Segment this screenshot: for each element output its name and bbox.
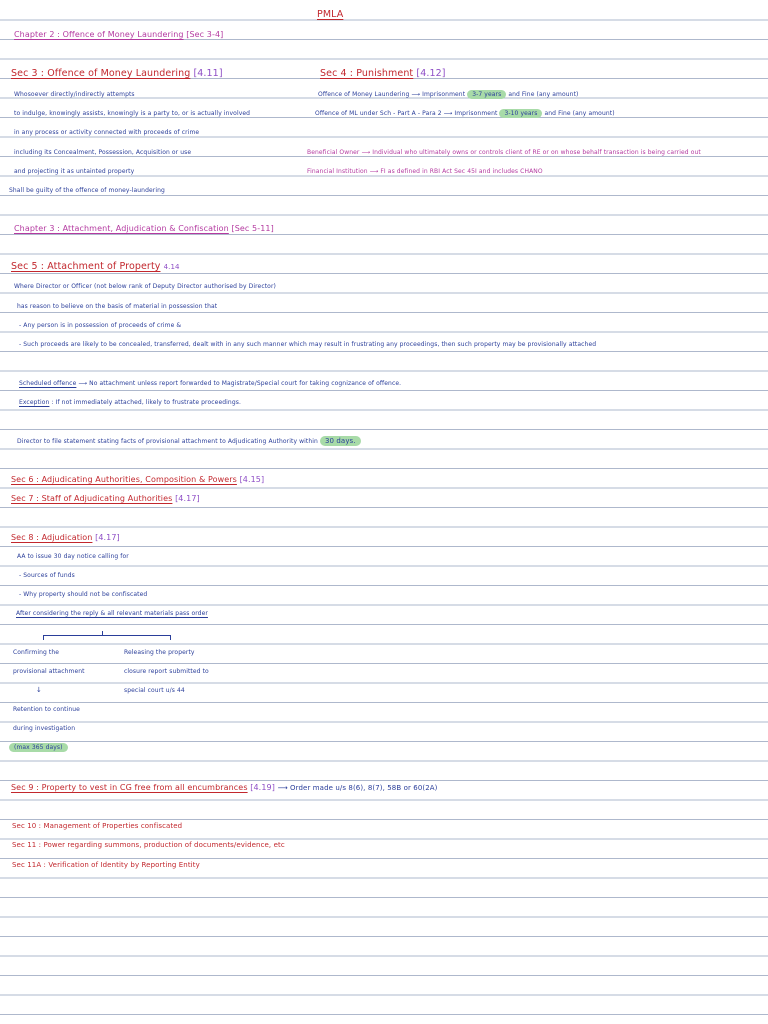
sec10-heading: Sec 10 : Management of Properties confiscated: [12, 822, 183, 830]
sec5-ref: 4.14: [163, 263, 180, 271]
sec3-line: Shall be guilty of the offence of money-laundering: [9, 187, 165, 194]
right-branch-line: Releasing the property: [124, 649, 195, 656]
sec7-ref: [4.17]: [175, 494, 200, 503]
scheduled-offence-text: ⟶ No attachment unless report forwarded to Magistrate/Special court for taking cognizance of offence.: [78, 380, 402, 387]
chapter-3-ref: [Sec 5-11]: [231, 224, 274, 233]
sec8-line: AA to issue 30 day notice calling for: [17, 553, 129, 560]
left-branch-line: [9, 744, 68, 751]
director-30-days-highlight: 30 days.: [320, 436, 361, 446]
sec4-heading: [320, 68, 446, 79]
sec3-title: Sec 3 : Offence of Money Laundering: [11, 68, 191, 79]
scheduled-offence-note: [19, 380, 401, 387]
sec5-line: has reason to believe on the basis of material in possession that: [17, 303, 218, 310]
sec3-ref: [4.11]: [193, 68, 223, 79]
financial-institution-definition: Financial Institution ⟶ FI as defined in RBI Act Sec 45I and includes CHANO: [307, 168, 543, 175]
sec4-row2-highlight: 3-10 years: [499, 109, 542, 118]
sec6-heading: [11, 475, 264, 484]
branch-connector: [43, 635, 171, 636]
sec4-punishment-row: [315, 110, 615, 117]
sec3-line: and projecting it as untainted property: [14, 168, 135, 175]
sec4-row1-text: Offence of Money Laundering ⟶ Imprisonment: [318, 91, 466, 98]
director-statement-text: Director to file statement stating facts of provisional attachment to Adjudicating Authority within: [17, 438, 318, 445]
right-branch-line: closure report submitted to: [124, 668, 209, 675]
sec5-line: - Any person is in possession of proceeds of crime &: [19, 322, 182, 329]
sec8-line: - Why property should not be confiscated: [19, 591, 148, 598]
sec4-row1-highlight: 3-7 years: [467, 90, 506, 99]
right-branch-line: special court u/s 44: [124, 687, 185, 694]
left-branch-arrow: ↓: [36, 686, 42, 694]
sec7-title: Sec 7 : Staff of Adjudicating Authorities: [11, 494, 173, 503]
sec9-order-note: ⟶ Order made u/s 8(6), 8(7), 58B or 60(2A): [277, 784, 438, 792]
sec3-line: to indulge, knowingly assists, knowingly is a party to, or is actually involved: [14, 110, 251, 117]
exception-label: Exception: [19, 399, 50, 406]
exception-text: : If not immediately attached, likely to frustrate proceedings.: [51, 399, 241, 406]
sec4-ref: [4.12]: [416, 68, 446, 79]
chapter-2-ref: [Sec 3-4]: [186, 30, 224, 39]
left-branch-line: during investigation: [13, 725, 76, 732]
chapter-2-heading: [14, 30, 223, 39]
sec4-row2-text: Offence of ML under Sch - Part A - Para 2 ⟶ Imprisonment: [315, 110, 498, 117]
sec4-row2-fine: and Fine (any amount): [544, 110, 615, 117]
sec11a-heading: Sec 11A : Verification of Identity by Reporting Entity: [12, 861, 200, 869]
sec9-heading: [11, 783, 437, 792]
sec5-line: - Such proceeds are likely to be concealed, transferred, dealt with in any such manner which may result in frustrating any proceedings, then such property may be provisionally attached: [19, 341, 597, 348]
chapter-2-title: Chapter 2 : Offence of Money Laundering: [14, 30, 184, 39]
sec4-title: Sec 4 : Punishment: [320, 68, 414, 79]
sec5-line: Where Director or Officer (not below rank of Deputy Director authorised by Director): [14, 283, 276, 290]
sec4-punishment-row: [318, 91, 578, 98]
sec9-ref: [4.19]: [250, 783, 275, 792]
sec5-heading: [11, 261, 180, 272]
sec3-heading: [11, 68, 223, 79]
sec5-title: Sec 5 : Attachment of Property: [11, 261, 161, 272]
sec3-line: in any process or activity connected with proceeds of crime: [14, 129, 200, 136]
sec8-line: After considering the reply & all relevant materials pass order: [16, 610, 208, 617]
left-branch-line: Retention to continue: [13, 706, 80, 713]
sec8-title: Sec 8 : Adjudication: [11, 533, 93, 542]
page-title: PMLA: [317, 9, 344, 20]
chapter-3-heading: [14, 224, 274, 233]
branch-connector: [170, 635, 171, 640]
sec7-heading: [11, 494, 200, 503]
sec6-title: Sec 6 : Adjudicating Authorities, Composition & Powers: [11, 475, 237, 484]
max-365-days-highlight: (max 365 days): [9, 743, 68, 752]
chapter-3-title: Chapter 3 : Attachment, Adjudication & Confiscation: [14, 224, 229, 233]
sec8-line: - Sources of funds: [19, 572, 75, 579]
branch-connector: [102, 631, 103, 635]
branch-connector: [43, 635, 44, 640]
sec6-ref: [4.15]: [239, 475, 265, 484]
sec4-row1-fine: and Fine (any amount): [508, 91, 579, 98]
exception-note: [19, 399, 241, 406]
left-branch-line: provisional attachment: [13, 668, 85, 675]
sec8-heading: [11, 533, 120, 542]
scheduled-offence-label: Scheduled offence: [19, 380, 77, 387]
left-branch-line: Confirming the: [13, 649, 60, 656]
director-statement-note: [17, 437, 361, 445]
sec11-heading: Sec 11 : Power regarding summons, production of documents/evidence, etc: [12, 841, 285, 849]
sec9-title: Sec 9 : Property to vest in CG free from all encumbrances: [11, 783, 248, 792]
sec8-ref: [4.17]: [95, 533, 120, 542]
sec3-line: including its Concealment, Possession, Acquisition or use: [14, 149, 192, 156]
beneficial-owner-definition: Beneficial Owner ⟶ Individual who ultimately owns or controls client of RE or on whose behalf transaction is being carried out: [307, 149, 701, 156]
sec3-line: Whosoever directly/indirectly attempts: [14, 91, 135, 98]
